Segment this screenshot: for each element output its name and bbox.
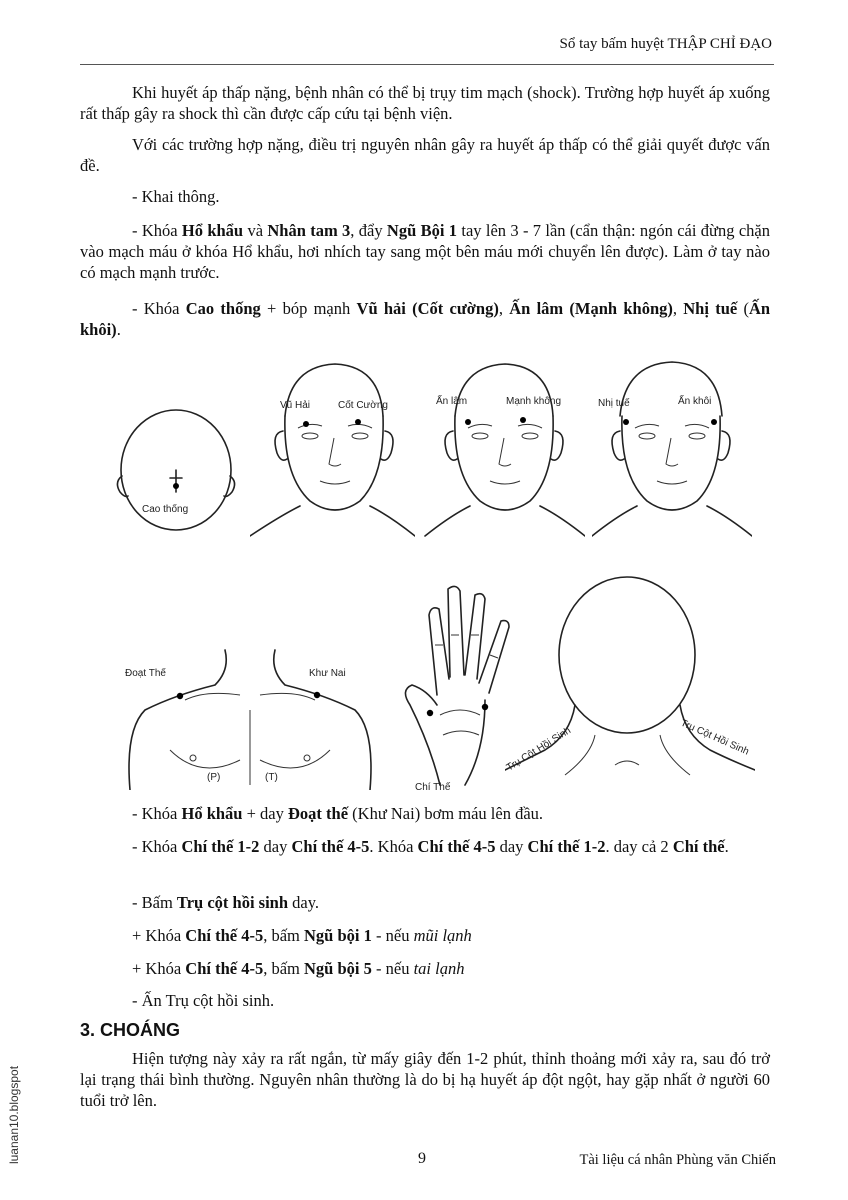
paragraph-9: + Khóa Chí thế 4-5, bấm Ngũ bội 1 - nếu mũi lạnh [132, 926, 472, 945]
paragraph-2: Với các trường hợp nặng, điều trị nguyên nhân gây ra huyết áp thấp có thể giải quyết được vấn đề. [80, 135, 770, 175]
mark-p: (P) [207, 772, 221, 783]
chest-figure [125, 640, 375, 790]
face-figure-1 [250, 356, 415, 541]
an-khoi-label: Ấn khôi [678, 396, 712, 407]
khu-nai-label: Khư Nai [309, 668, 346, 679]
paragraph-3: - Khai thông. [132, 187, 220, 206]
paragraph-1: Khi huyết áp thấp nặng, bệnh nhân có thể bị trụy tim mạch (shock). Trường hợp huyết áp xuống rất thấp gây ra shock thì cần được cấp cứu tại bệnh viện. [80, 83, 770, 123]
paragraph-10: + Khóa Chí thế 4-5, bấm Ngũ bội 5 - nếu tai lạnh [132, 959, 465, 978]
paragraph-7: - Khóa Chí thế 1-2 day Chí thế 4-5. Khóa Chí thế 4-5 day Chí thế 1-2. day cả 2 Chí thế. [132, 837, 729, 856]
paragraph-6: - Khóa Hổ khẩu + day Đoạt thế (Khư Nai) bơm máu lên đầu. [132, 804, 544, 823]
header-rule [80, 64, 774, 65]
neck-figure [505, 575, 755, 785]
watermark-vertical: luanan10.blogspot [7, 1065, 21, 1165]
manh-khong-label: Mạnh không [506, 396, 562, 407]
vu-hai-label: Vũ Hải [280, 400, 311, 411]
an-lam-label: Ấn lâm [436, 396, 468, 407]
doat-the-label: Đoạt Thế [125, 668, 166, 679]
running-header: Sổ tay bấm huyệt THẬP CHỈ ĐẠO [559, 36, 772, 52]
page-number: 9 [418, 1150, 426, 1167]
chi-the-label: Chí Thế [415, 782, 451, 793]
paragraph-11: - Ấn Trụ cột hồi sinh. [132, 991, 275, 1010]
face-figure-3 [592, 356, 752, 541]
cot-cuong-label: Cốt Cường [338, 400, 388, 411]
tru-cot-label-right: Trụ Cột Hồi Sinh [678, 717, 751, 758]
head-top-figure [110, 398, 245, 533]
cao-thong-label: Cao thống [142, 504, 189, 515]
paragraph-5: - Khóa Cao thống + bóp mạnh Vũ hải (Cốt cường), Ấn lâm (Mạnh không), Nhị tuế (Ấn khôi). [80, 299, 771, 339]
paragraph-8: - Bấm Trụ cột hồi sinh day. [132, 893, 320, 912]
face-figure-2 [420, 356, 585, 541]
tru-cot-label-left: Trụ Cột Hồi Sinh [505, 725, 573, 774]
paragraph-4: - Khóa Hổ khẩu và Nhân tam 3, đẩy Ngũ Bội 1 tay lên 3 - 7 lần (cẩn thận: ngón cái đừng chặn vào mạch máu ở khóa Hổ khẩu, hơi nhích tay sang một bên máu mới chuyển lên được). Làm ở tay nào có mạch mạnh trước. [80, 221, 770, 282]
nhi-tue-label: Nhị tuế [598, 398, 630, 409]
section-heading: 3. CHOÁNG [80, 1020, 181, 1040]
footer-author: Tài liệu cá nhân Phùng văn Chiến [579, 1152, 776, 1168]
paragraph-12: Hiện tượng này xảy ra rất ngắn, từ mấy giây đến 1-2 phút, thỉnh thoảng mới xảy ra, sau đó trở lại trạng thái bình thường. Nguyên nhân thường là do bị hạ huyết áp đột ngột, hay gặp nhất ở người 60 tuổi trở lên. [80, 1049, 770, 1110]
mark-t: (T) [265, 772, 278, 783]
